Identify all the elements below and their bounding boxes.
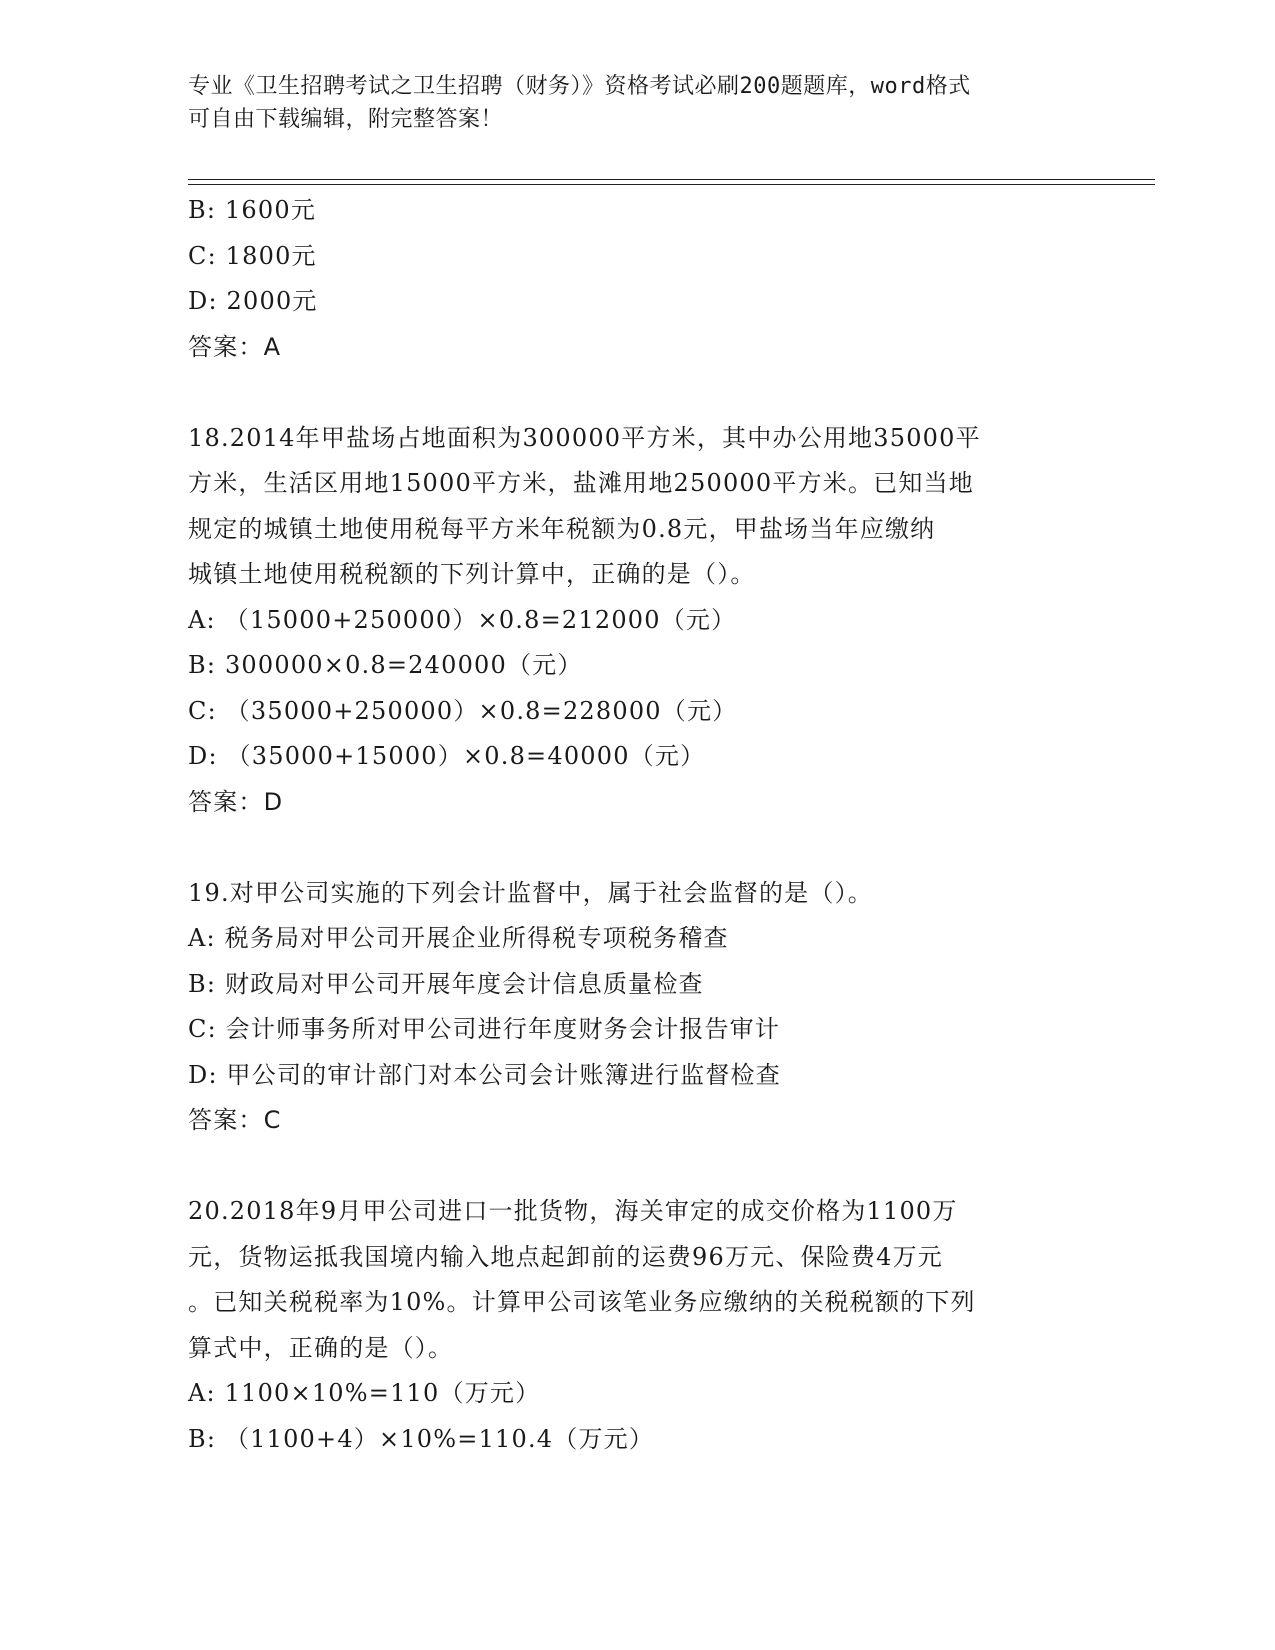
question-19 xyxy=(188,871,1088,1144)
option-c: C: 会计师事务所对甲公司进行年度财务会计报告审计 xyxy=(188,1015,781,1043)
spacer xyxy=(188,370,1088,416)
option-a: A: 1100×10%=110（万元） xyxy=(188,1379,541,1407)
question-stem-line: 元，货物运抵我国境内输入地点起卸前的运费96万元、保险费4万元 xyxy=(188,1242,944,1271)
option-c: C: （35000+250000）×0.8=228000（元） xyxy=(188,696,738,725)
option-b: B: 1600元 xyxy=(188,196,317,224)
spacer xyxy=(188,825,1088,871)
option-a: A: （15000+250000）×0.8=212000（元） xyxy=(188,605,737,634)
question-18 xyxy=(188,416,1088,826)
page-header xyxy=(188,70,1068,136)
header-double-rule xyxy=(188,179,1155,185)
question-stem-line: 20.2018年9月甲公司进口一批货物，海关审定的成交价格为1100万 xyxy=(188,1197,958,1225)
document-body xyxy=(188,188,1088,1462)
answer-line: 答案：C xyxy=(188,1106,282,1134)
option-a: A: 税务局对甲公司开展企业所得税专项税务稽查 xyxy=(188,924,729,952)
header-line-2: 可自由下载编辑，附完整答案！ xyxy=(188,107,504,132)
question-stem-line: 19.对甲公司实施的下列会计监督中，属于社会监督的是（）。 xyxy=(188,878,873,907)
question-20 xyxy=(188,1189,1088,1462)
option-c: C: 1800元 xyxy=(188,241,317,270)
option-b: B: 财政局对甲公司开展年度会计信息质量检查 xyxy=(188,969,704,998)
option-d: D: 2000元 xyxy=(188,287,318,315)
question-stem-line: 18.2014年甲盐场占地面积为300000平方米，其中办公用地35000平 xyxy=(188,423,981,452)
question-stem-line: 。已知关税税率为10%。计算甲公司该笔业务应缴纳的关税税额的下列 xyxy=(188,1288,976,1316)
option-b: B: 300000×0.8=240000（元） xyxy=(188,651,583,679)
question-stem-line: 城镇土地使用税税额的下列计算中，正确的是（）。 xyxy=(188,560,756,588)
spacer xyxy=(188,1144,1088,1190)
answer-line: 答案：D xyxy=(188,787,284,816)
answer-line: 答案：A xyxy=(188,332,282,361)
question-stem-line: 方米，生活区用地15000平方米，盐滩用地250000平方米。已知当地 xyxy=(188,469,974,497)
option-d: D: （35000+15000）×0.8=40000（元） xyxy=(188,742,706,770)
question-17-tail xyxy=(188,188,1088,370)
option-b: B: （1100+4）×10%=110.4（万元） xyxy=(188,1424,655,1453)
question-stem-line: 规定的城镇土地使用税每平方米年税额为0.8元，甲盐场当年应缴纳 xyxy=(188,514,936,543)
question-stem-line: 算式中，正确的是（）。 xyxy=(188,1333,454,1362)
header-line-1: 专业《卫生招聘考试之卫生招聘（财务）》资格考试必刷200题题库，word格式 xyxy=(188,74,971,99)
option-d: D: 甲公司的审计部门对本公司会计账簿进行监督检查 xyxy=(188,1060,781,1089)
